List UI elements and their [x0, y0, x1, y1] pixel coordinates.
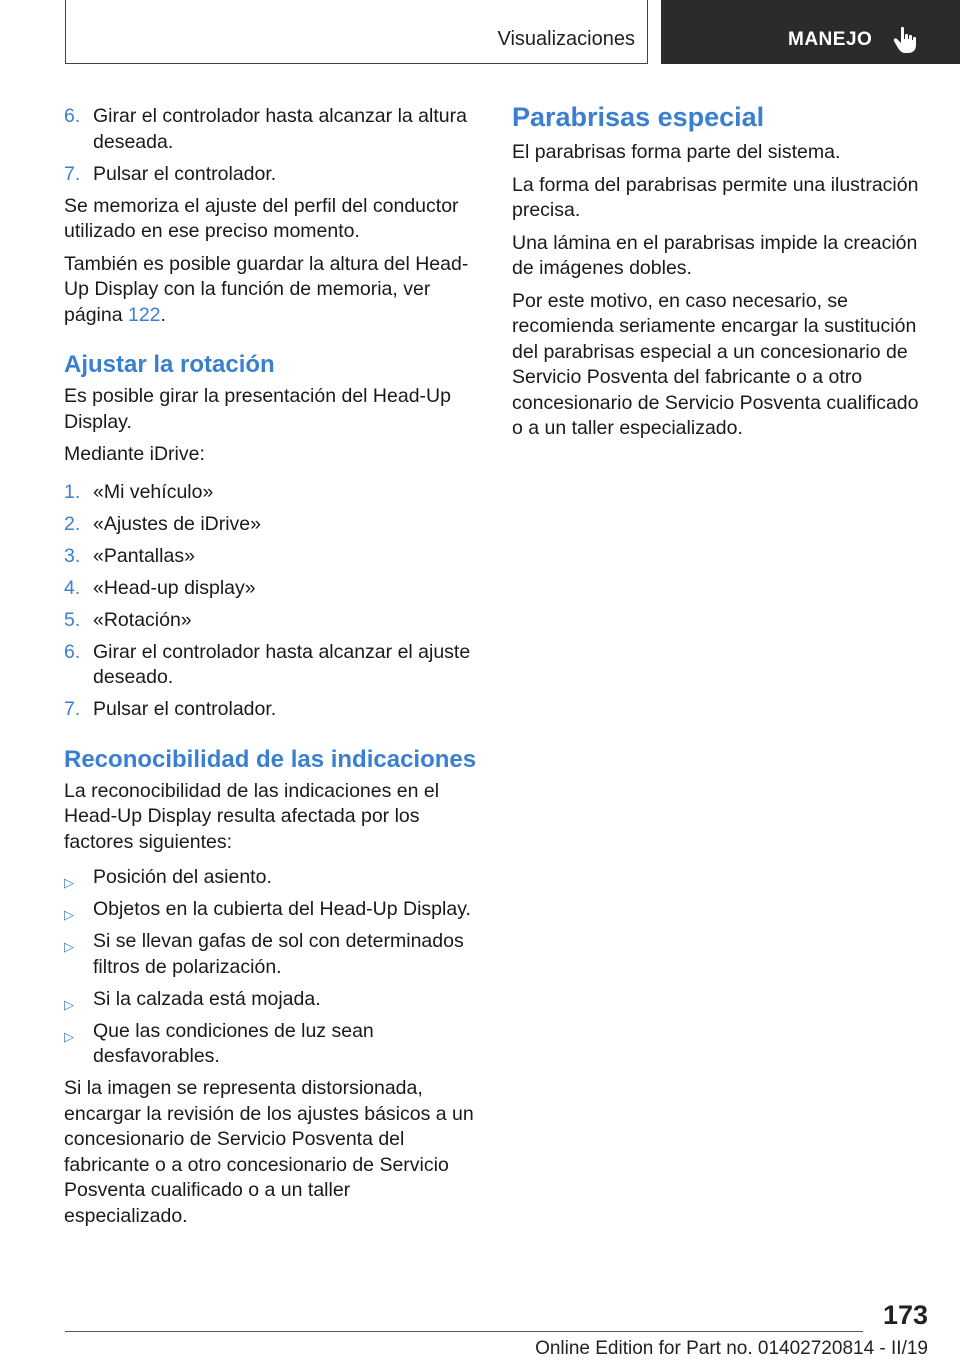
bullet-text: Si se llevan gafas de sol con determinados filtros de polarización.	[93, 930, 464, 978]
step-number: 6.	[64, 640, 81, 663]
step-number: 1.	[64, 480, 81, 503]
paragraph-end: .	[160, 303, 166, 326]
list-item	[64, 640, 478, 691]
triangle-bullet-icon: ▷	[64, 996, 74, 1012]
triangle-bullet-icon: ▷	[64, 1028, 74, 1044]
step-text: Pulsar el controlador.	[93, 698, 277, 720]
section-title: Visualizaciones	[497, 28, 635, 50]
bullet-text: Que las condiciones de luz sean desfavorables.	[93, 1019, 374, 1067]
triangle-bullet-icon: ▷	[64, 939, 74, 954]
right-column	[512, 102, 932, 449]
step-number: 7.	[64, 698, 81, 720]
list-item	[64, 929, 478, 980]
list-item	[64, 608, 478, 634]
step-text: «Pantallas»	[93, 544, 195, 567]
step-text: «Rotación»	[93, 608, 192, 631]
step-text: Girar el controlador hasta alcanzar el ajuste deseado.	[93, 640, 471, 688]
bullet-text: Si la calzada está mojada.	[93, 987, 321, 1010]
bullet-text: Objetos en la cubierta del Head-Up Display.	[93, 898, 471, 920]
paragraph: Si la imagen se representa distorsionada, encargar la revisión de los ajustes básicos a un concesionario de Servicio Posventa del fabricante o a otro concesionario de Servicio Posventa cualificado o a un taller especializado.	[64, 1077, 474, 1227]
list-item	[64, 576, 478, 602]
heading-visibility: Reconocibilidad de las indicaciones	[64, 745, 477, 773]
paragraph: Es posible girar la presentación del Head-Up Display.	[64, 385, 451, 433]
step-number: 4.	[64, 576, 81, 599]
page-link[interactable]: 122	[127, 303, 161, 326]
list-item	[64, 865, 478, 891]
hand-pointer-icon	[893, 26, 919, 54]
paragraph: Una lámina en el parabrisas impide la creación de imágenes dobles.	[512, 231, 918, 279]
step-number: 7.	[64, 162, 81, 185]
step-text: «Mi vehículo»	[93, 480, 214, 503]
heading-rotation: Ajustar la rotación	[64, 351, 275, 378]
header-section-box	[65, 0, 648, 64]
paragraph: Mediante iDrive:	[64, 443, 205, 465]
step-number: 2.	[64, 512, 81, 535]
triangle-bullet-icon: ▷	[64, 907, 74, 922]
list-item	[64, 897, 478, 923]
edition-text: Online Edition for Part no. 01402720814 - II/19	[535, 1338, 928, 1359]
paragraph: El parabrisas forma parte del sistema.	[512, 141, 841, 163]
paragraph: La forma del parabrisas permite una ilustración precisa.	[512, 173, 919, 221]
list-item	[64, 512, 478, 538]
left-column	[64, 104, 478, 1236]
list-item	[64, 697, 478, 723]
list-item	[64, 987, 478, 1013]
bullet-text: Posición del asiento.	[93, 866, 272, 888]
paragraph-text: También es posible guardar la altura del Head-Up Display con la función de memoria, ver página	[64, 252, 469, 326]
paragraph: La reconocibilidad de las indicaciones en el Head-Up Display resulta afectada por los factores siguientes:	[64, 779, 440, 853]
step-text: «Head-up display»	[93, 576, 256, 599]
step-number: 3.	[64, 544, 81, 567]
steps-list-rotation	[64, 480, 478, 723]
list-item	[64, 104, 478, 155]
paragraph-memory	[64, 252, 478, 329]
chapter-label: MANEJO	[788, 29, 873, 50]
step-text: Girar el controlador hasta alcanzar la altura deseada.	[93, 105, 467, 153]
paragraph: Se memoriza el ajuste del perfil del conductor utilizado en ese preciso momento.	[64, 194, 459, 242]
list-item	[64, 544, 478, 570]
step-number: 5.	[64, 608, 81, 631]
factors-list	[64, 865, 478, 1070]
heading-windshield: Parabrisas especial	[512, 102, 765, 132]
step-number: 6.	[64, 105, 81, 127]
page-number: 173	[882, 1300, 928, 1330]
triangle-bullet-icon: ▷	[64, 875, 74, 890]
list-item	[64, 1019, 478, 1070]
footer-divider	[65, 1331, 863, 1332]
list-item	[64, 480, 478, 506]
step-text: Pulsar el controlador.	[93, 162, 277, 185]
steps-list-height	[64, 104, 478, 187]
step-text: «Ajustes de iDrive»	[93, 512, 261, 535]
paragraph: Por este motivo, en caso necesario, se recomienda seriamente encargar la sustitución del parabrisas especial a un concesionario de Servicio Posventa del fabricante o a otro concesionario de Servicio Posventa cualificado o a un taller especializado.	[512, 289, 919, 439]
list-item	[64, 162, 478, 188]
